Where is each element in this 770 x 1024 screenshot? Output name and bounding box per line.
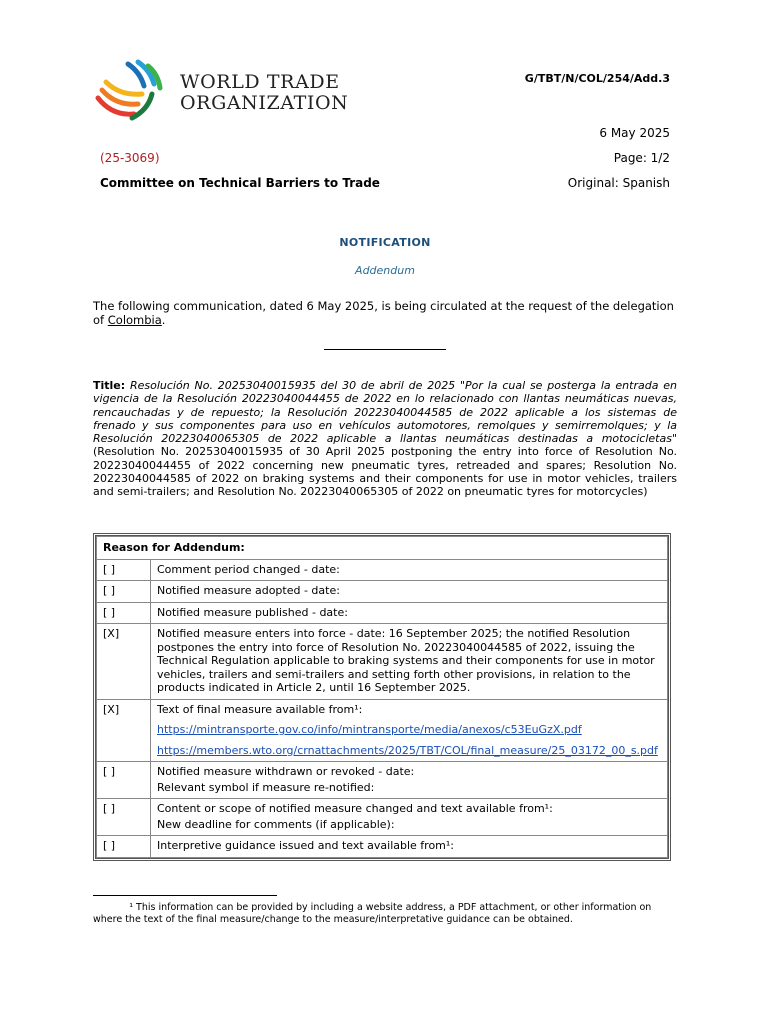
row-text: Comment period changed - date:: [151, 559, 668, 581]
separator-rule: [324, 349, 446, 350]
table-row: [97, 836, 668, 858]
document-date: 6 May 2025: [599, 126, 670, 140]
original-language: Original: Spanish: [567, 176, 670, 190]
table-row: [97, 624, 668, 700]
page-number: Page: 1/2: [613, 151, 670, 165]
title-label: Title:: [93, 379, 126, 392]
table-row: [97, 799, 668, 836]
footnote-marker: ¹: [129, 902, 133, 913]
row-content: [151, 799, 668, 836]
org-name: [180, 72, 348, 114]
final-measure-link-1[interactable]: https://mintransporte.gov.co/info/mintransporte/media/anexos/c53EuGzX.pdf: [157, 723, 582, 736]
table-row: [97, 559, 668, 581]
document-symbol: G/TBT/N/COL/254/Add.3: [524, 72, 670, 85]
row-checkbox: [ ]: [97, 836, 151, 858]
row-content: [151, 699, 668, 762]
footnote-text: This information can be provided by including a website address, a PDF attachment, or other information on where the text of the final measure/change to the measure/interpretative guidance can be obtained.: [93, 902, 652, 925]
row-text: Text of final measure available from¹:: [157, 702, 363, 716]
row-checkbox: [ ]: [97, 602, 151, 624]
row-text: Notified measure published - date:: [151, 602, 668, 624]
intro-paragraph: [93, 299, 677, 327]
row-checkbox: [ ]: [97, 581, 151, 603]
committee-name: Committee on Technical Barriers to Trade: [100, 176, 380, 190]
wto-logo: [92, 58, 349, 124]
row-text: Interpretive guidance issued and text available from¹:: [151, 836, 668, 858]
table-row: [97, 762, 668, 799]
final-measure-link-2[interactable]: https://members.wto.org/crnattachments/2025/TBT/COL/final_measure/25_03172_00_s.pdf: [157, 743, 658, 757]
reason-table: [93, 533, 671, 861]
title-spanish: Resolución No. 20253040015935 del 30 de abril de 2025 "Por la cual se posterga la entrada en vigencia de la Resolución 20223040044455 de 2022 en lo relacionado con llantas neumáticas nuevas, rencauchadas y de repuesto; la Resolución 20223040044585 de 2022 aplicable a los sistemas de frenado y sus componentes para uso en vehículos automotores, remolques y semirremolques; y la Resolución 20223040065305 de 2022 aplicable a llantas neumáticas destinadas a motocicletas": [93, 379, 677, 446]
job-number: (25-3069): [100, 151, 160, 165]
notification-heading: NOTIFICATION: [339, 236, 431, 249]
intro-end: .: [161, 313, 166, 327]
table-row: [97, 581, 668, 603]
row-checkbox: [X]: [97, 699, 151, 762]
row-text: Content or scope of notified measure changed and text available from¹:: [157, 802, 553, 815]
row-text: Notified measure adopted - date:: [151, 581, 668, 603]
title-paragraph: [93, 379, 677, 499]
footnote: [93, 902, 668, 926]
row-text: Notified measure enters into force - date: 16 September 2025; the notified Resolution postpones the entry into force of Resolution No. 20223040044585 of 2022, issuing the Technical Regulation applicable to braking systems and their components for use in motor vehicles, trailers and semi-trailers and setting forth other provisions, in relation to the products indicated in Article 2, until 16 September 2025.: [151, 624, 668, 700]
row-content: [151, 762, 668, 799]
table-row: [97, 699, 668, 762]
table-row: [97, 602, 668, 624]
row-checkbox: [ ]: [97, 559, 151, 581]
reason-table-header: Reason for Addendum:: [97, 537, 668, 560]
row-text: Notified measure withdrawn or revoked - date:: [157, 765, 415, 778]
row-text: Relevant symbol if measure re-notified:: [157, 780, 375, 794]
row-checkbox: [ ]: [97, 799, 151, 836]
row-checkbox: [ ]: [97, 762, 151, 799]
org-name-line2: ORGANIZATION: [180, 92, 349, 114]
wto-emblem-icon: [92, 58, 172, 124]
row-checkbox: [X]: [97, 624, 151, 700]
row-text: New deadline for comments (if applicable):: [157, 817, 395, 831]
addendum-subheading: Addendum: [355, 264, 415, 277]
intro-text: The following communication, dated 6 May 2025, is being circulated at the request of the delegation of: [93, 299, 674, 327]
org-name-line1: WORLD TRADE: [180, 71, 340, 93]
title-english: (Resolution No. 20253040015935 of 30 April 2025 postponing the entry into force of Resolution No. 20223040044455 of 2022 concerning new pneumatic tyres, retreaded and spares; Resolution No. 20223040044585 of 2022 on braking systems and their components for use in motor vehicles, trailers and semi-trailers; and Resolution No. 20223040065305 of 2022 on pneumatic tyres for motorcycles): [93, 445, 677, 499]
member-name: Colombia: [107, 313, 162, 327]
footnote-rule: [93, 895, 277, 896]
